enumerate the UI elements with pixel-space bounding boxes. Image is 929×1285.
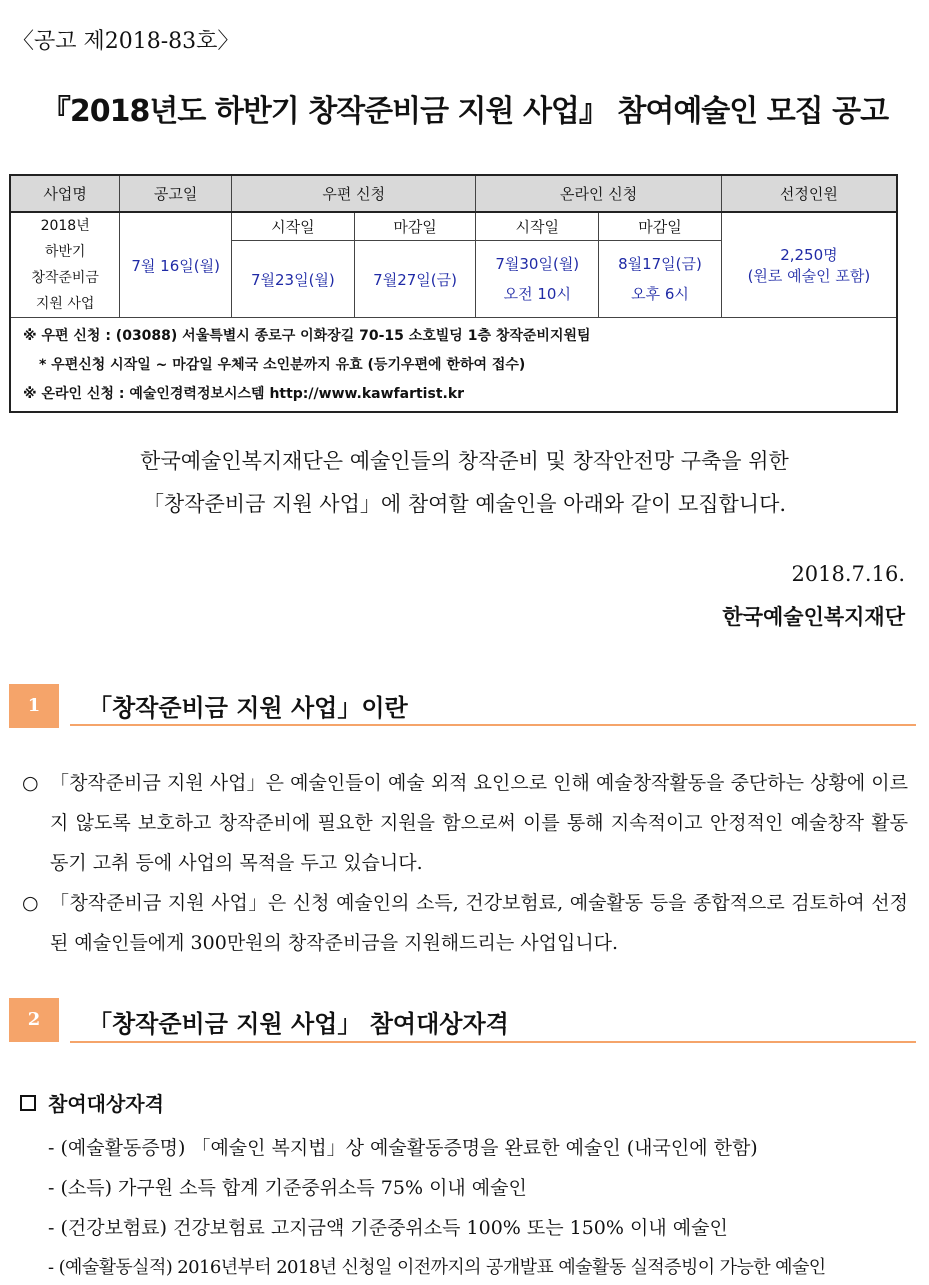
project-name-line: 2018년 [40, 218, 90, 234]
online-start-cell [476, 241, 599, 318]
online-end-time: 오후 6시 [631, 285, 689, 304]
section-1-number: 1 [9, 684, 59, 728]
selection-cell [721, 212, 897, 318]
table-subheader-row [10, 212, 897, 241]
section-1-title: 「창작준비금 지원 사업」이란 [88, 694, 408, 722]
checkbox-icon [20, 1095, 36, 1111]
notice-date: 2018.7.16. [791, 562, 905, 586]
selection-note: (원로 예술인 포함) [747, 267, 871, 285]
project-name-line: 하반기 [44, 244, 86, 260]
eligibility-heading-label: 참여대상자격 [48, 1092, 164, 1116]
header-project: 사업명 [10, 175, 120, 212]
project-name-cell [10, 212, 120, 318]
list-item: - (예술활동실적) 2016년부터 2018년 신청일 이전까지의 공개발표 예술활동 실적증빙이 가능한 예술인 [48, 1257, 826, 1278]
table-header-row [10, 175, 897, 212]
project-name-line: 창작준비금 [31, 270, 99, 286]
project-name-line: 지원 사업 [35, 296, 95, 312]
list-item [22, 883, 908, 963]
section-2-divider [70, 1041, 916, 1043]
bullet-text: 「창작준비금 지원 사업」은 예술인들이 예술 외적 요인으로 인해 예술창작활동을 중단하는 상황에 이르지 않도록 보호하고 창작준비에 필요한 지원을 함으로써 이를 통해 지속적이고 안정적인 예술창작 활동 동기 고취 등에 사업의 목적을 두고 있습니다. [50, 772, 908, 874]
selection-count: 2,250명 [780, 246, 838, 264]
mail-start-cell: 7월23일(월) [232, 241, 355, 318]
list-item: - (소득) 가구원 소득 합계 기준중위소득 75% 이내 예술인 [48, 1177, 527, 1199]
schedule-table [9, 174, 898, 413]
notice-number: 〈공고 제2018-83호〉 [12, 29, 240, 54]
announce-date-cell: 7월 16일(월) [120, 212, 232, 318]
notes-cell [10, 318, 897, 413]
header-online-application: 온라인 신청 [476, 175, 721, 212]
table-notes-row [10, 318, 897, 413]
bullet-mark: ○ [22, 772, 39, 794]
online-start-time: 오전 10시 [503, 285, 571, 304]
online-end-cell [599, 241, 722, 318]
online-start-date: 7월30일(월) [495, 255, 580, 274]
subheader-online-start: 시작일 [476, 212, 599, 241]
header-mail-application: 우편 신청 [232, 175, 476, 212]
intro-text [0, 440, 929, 526]
note-mail-address: ※ 우편 신청 : (03088) 서울특별시 종로구 이화장길 70-15 소호빌딩 1층 창작준비지원팀 [23, 328, 591, 344]
organization-name: 한국예술인복지재단 [722, 605, 905, 629]
intro-line: 한국예술인복지재단은 예술인들의 창작준비 및 창작안전망 구축을 위한 [140, 449, 789, 473]
subheader-online-end: 마감일 [599, 212, 722, 241]
bullet-mark: ○ [22, 892, 39, 914]
subheader-mail-end: 마감일 [354, 212, 476, 241]
list-item: - (건강보험료) 건강보험료 고지금액 기준중위소득 100% 또는 150% 이내 예술인 [48, 1217, 728, 1239]
section-1-divider [70, 724, 916, 726]
bullet-text: 「창작준비금 지원 사업」은 신청 예술인의 소득, 건강보험료, 예술활동 등을 종합적으로 검토하여 선정된 예술인들에게 300만원의 창작준비금을 지원해드리는 사업입니다. [50, 892, 908, 954]
list-item [22, 763, 908, 883]
section-2-number: 2 [9, 998, 59, 1042]
note-online-link: ※ 온라인 신청 : 예술인경력정보시스템 http://www.kawfartist.kr [23, 386, 465, 402]
eligibility-list [48, 1128, 908, 1285]
section-2-title: 「창작준비금 지원 사업」 참여대상자격 [88, 1010, 509, 1038]
intro-line: 「창작준비금 지원 사업」에 참여할 예술인을 아래와 같이 모집합니다. [142, 492, 787, 516]
subheader-mail-start: 시작일 [232, 212, 355, 241]
eligibility-heading [20, 1088, 164, 1117]
header-selection: 선정인원 [721, 175, 897, 212]
note-mail-period: * 우편신청 시작일 ~ 마감일 우체국 소인분까지 유효 (등기우편에 한하여 접수) [39, 357, 526, 373]
mail-end-cell: 7월27일(금) [354, 241, 476, 318]
page-title: 『2018년도 하반기 창작준비금 지원 사업』 참여예술인 모집 공고 [40, 94, 889, 129]
header-announce-date: 공고일 [120, 175, 232, 212]
online-end-date: 8월17일(금) [618, 255, 702, 274]
list-item: - (예술활동증명) 「예술인 복지법」상 예술활동증명을 완료한 예술인 (내국인에 한함) [48, 1137, 758, 1159]
section-1-bullets [22, 763, 908, 963]
